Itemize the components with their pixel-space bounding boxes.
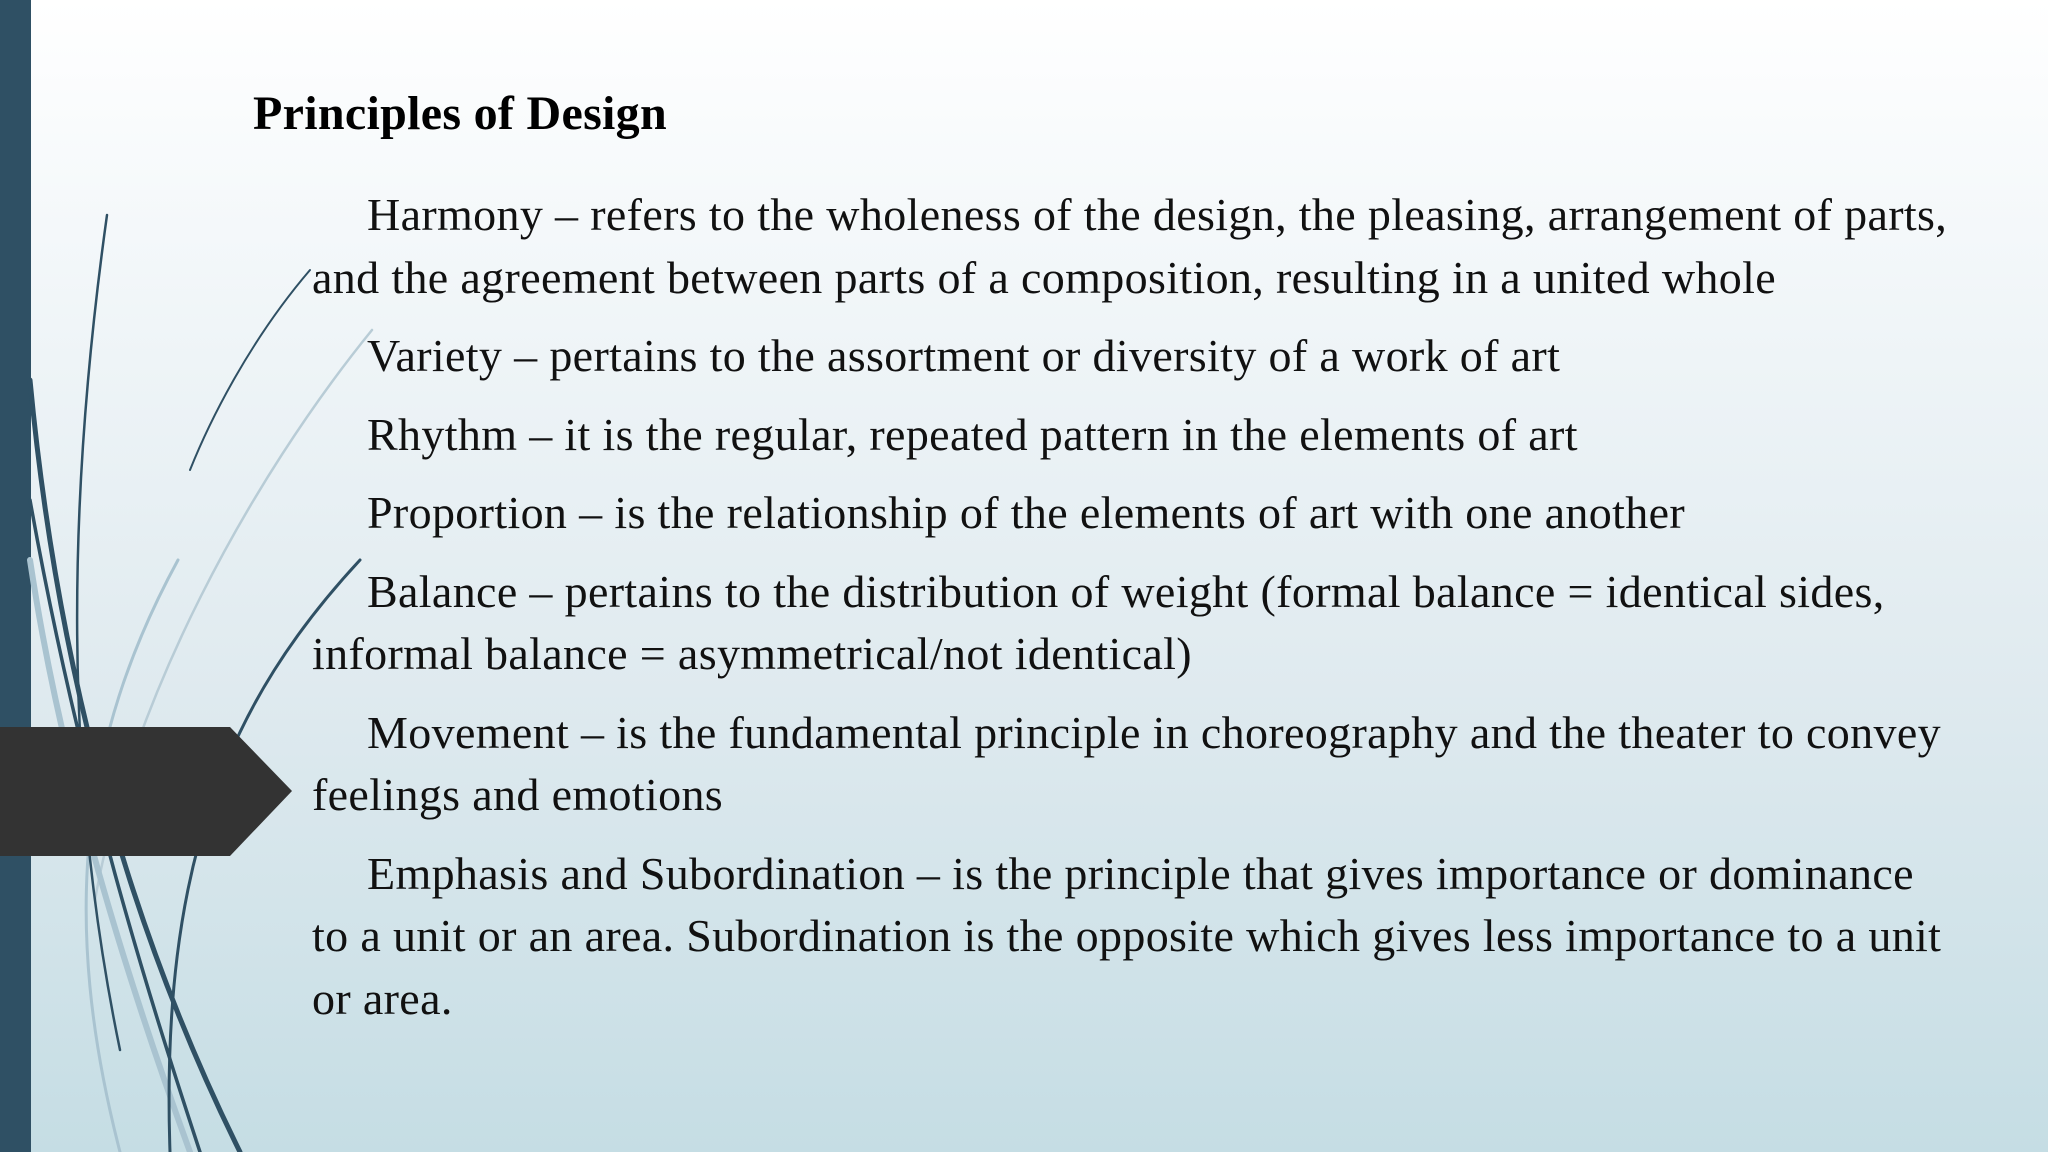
principle-emphasis-subordination: Emphasis and Subordination – is the principle that gives importance or dominance to a unit or an area. Subordination is the opposite which gives less importance to a unit or area. (312, 847, 1942, 1024)
principle-proportion: Proportion – is the relationship of the elements of art with one another (367, 487, 1686, 538)
principle-harmony: Harmony – refers to the wholeness of the design, the pleasing, arrangement of parts, and the agreement between parts of a composition, resulting in a united whole (312, 189, 1948, 303)
principles-list (312, 184, 1962, 1046)
principle-movement: Movement – is the fundamental principle in choreography and the theater to convey feelings and emotions (312, 706, 1941, 820)
slide-title: Principles of Design (253, 87, 667, 140)
principle-variety: Variety – pertains to the assortment or diversity of a work of art (367, 330, 1561, 381)
principle-balance: Balance – pertains to the distribution of weight (formal balance = identical sides, informal balance = asymmetrical/not identical) (312, 565, 1885, 679)
arrow-tab (0, 727, 292, 856)
principle-rhythm: Rhythm – it is the regular, repeated pattern in the elements of art (367, 408, 1578, 460)
